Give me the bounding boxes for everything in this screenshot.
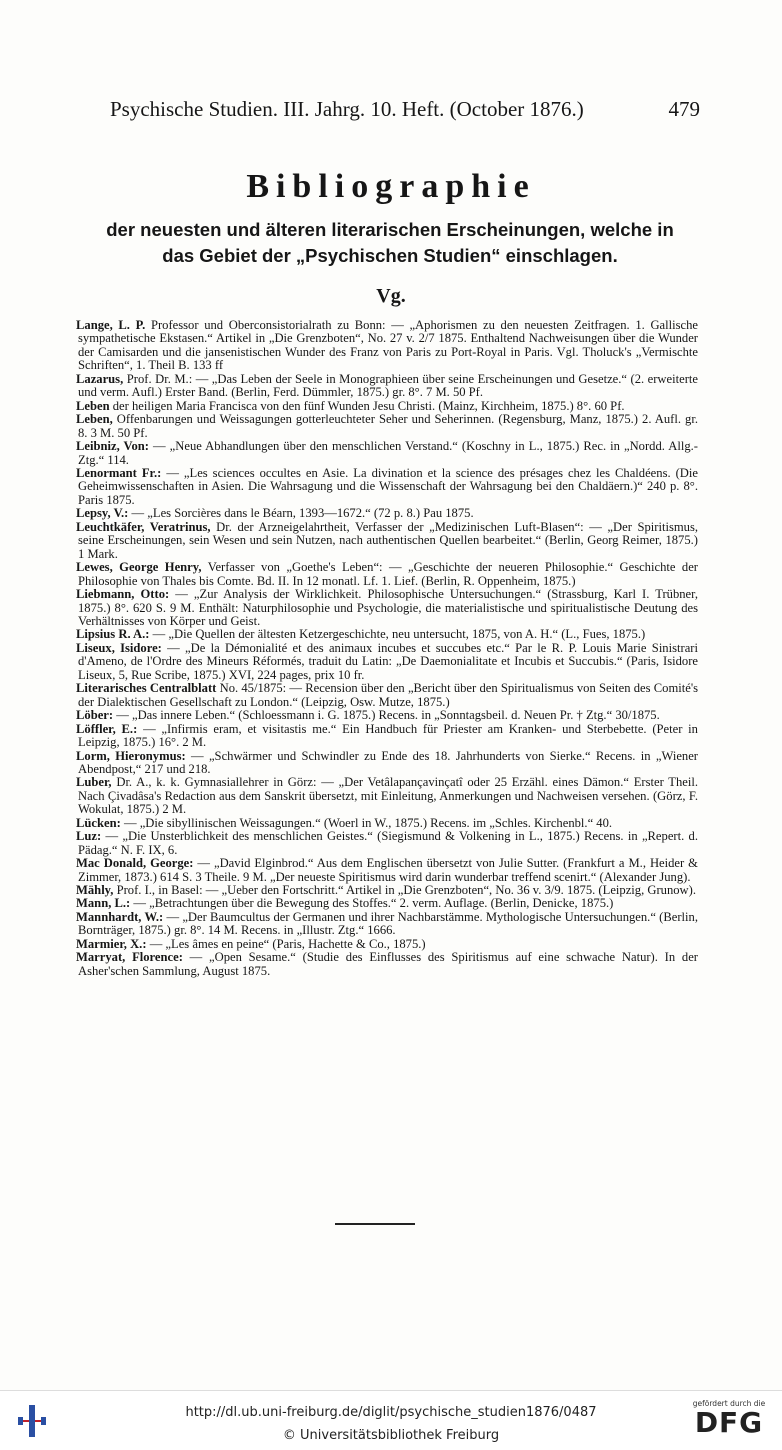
entry-author: Leben	[76, 398, 110, 413]
copyright-notice: © Universitätsbibliothek Freiburg	[282, 1428, 500, 1443]
entry-author: Lazarus,	[76, 371, 124, 386]
bibliography-entry	[78, 588, 698, 628]
entry-author: Marryat, Florence:	[76, 950, 183, 965]
dfg-logo	[688, 1399, 770, 1445]
entry-author: Marmier, X.:	[76, 936, 147, 951]
entry-text: Dr. A., k. k. Gymnasiallehrer in Görz: — „Der Vetâlapançavinçatî oder 25 Erzähl. eines Dämon.“ Erster Theil. Nach Çivadâsa's Redaction aus dem Sanskrit übersetzt, mit Einleitung, Anmerkungen und Nachweisen versehen. (Görz, F. Wokulat, 1875.) 2 M.	[78, 775, 698, 817]
section-heading: Vg.	[376, 285, 406, 307]
bibliography-entry	[78, 951, 698, 978]
entry-text: Verfasser von „Goethe's Leben“: — „Geschichte der neueren Philosophie.“ Geschichte der Philosophie von Thales bis Comte. Bd. II. In 12 monatl. Lf. 1. Lief. (Berlin, R. Oppenheim, 1875.)	[78, 560, 698, 588]
subtitle-line-1: der neuesten und älteren literarischen Erscheinungen, welche in	[106, 219, 674, 240]
entry-text: — „Les âmes en peine“ (Paris, Hachette & Co., 1875.)	[149, 936, 426, 951]
bibliography-entry	[78, 897, 698, 910]
entry-text: Prof. Dr. M.: — „Das Leben der Seele in Monographieen über seine Erscheinungen und Gesetze.“ (2. erweiterte und verm. Aufl.) Erster Band. (Berlin, Ferd. Dümmler, 1875.) gr. 8°. 7 M. 50 Pf.	[78, 371, 698, 400]
entry-text: — „Die Unsterblichkeit des menschlichen Geistes.“ (Siegismund & Volkening in L., 1875.) Recens. in „Repert. d. Pädag.“ N. F. IX, 6.	[78, 829, 698, 857]
entry-text: — „Die sibyllinischen Weissagungen.“ (Woerl in W., 1875.) Recens. im „Schles. Kirchenbl.“ 40.	[123, 815, 613, 830]
entry-text: — „Infirmis eram, et visitastis me.“ Ein Handbuch für Priester am Kranken- und Sterbebette. (Peter in Leipzig, 1875.) 16°. 2 M.	[78, 721, 698, 750]
entry-text: — „Zur Analysis der Wirklichkeit. Philosophische Untersuchungen.“ (Strassburg, Karl I. Trübner, 1875.) 8°. 620 S. 9 M. Enthält: Naturphilosophie und Psychologie, die materialistische und spiritualistische Deutung des Verhältnisses von Körper und Geist.	[78, 587, 698, 628]
entry-text: — „Schwärmer und Schwindler zu Ende des 18. Jahrhunderts von Sierke.“ Recens. in „Wiener Abendpost,“ 217 und 218.	[78, 748, 699, 776]
page-number: 479	[668, 97, 700, 121]
entry-author: Literarisches Centralblatt	[76, 681, 217, 696]
bibliography-entry	[78, 628, 698, 641]
entry-author: Mac Donald, George:	[76, 856, 194, 871]
subtitle-line-2: das Gebiet der „Psychischen Studien“ einschlagen.	[162, 245, 618, 266]
bibliography-entry	[78, 561, 698, 588]
bibliography-entry	[78, 884, 698, 897]
entry-author: Löffler, E.:	[76, 721, 138, 736]
bibliography-entry	[78, 857, 698, 884]
closing-rule	[335, 1223, 415, 1225]
entry-author: Lorm, Hieronymus:	[76, 748, 186, 763]
entry-author: Leben,	[76, 412, 113, 427]
bibliography-entry	[78, 750, 698, 777]
bibliography-entry	[78, 817, 698, 830]
entry-text: — „De la Démonialité et des animaux incubes et succubes etc.“ Par le R. P. Louis Marie Sinistrari d'Ameno, de l'Ordre des Mineurs Réformés, traduit du Latin: „De Daemonialitate et Incubis et Succubis.“ (Paris, Isidore Liseux, 5, Rue Scribe, 1875.) XVI, 224 pages, prix 10 fr.	[78, 640, 698, 682]
entry-author: Mannhardt, W.:	[76, 909, 164, 924]
bibliography-entries	[78, 319, 698, 978]
entry-text: Professor und Oberconsistorialrath zu Bonn: — „Aphorismen zu den neuesten Zeitfragen. 1. Gallische sympathetische Ekstasen.“ Artikel in „Die Grenzboten“, No. 27 v. 2/7 1875. Enthaltend Nachweisungen über die Wunder der Camisarden und die jansenistischen Wunder des Franz von Paris zu Port-Royal in Paris. Vgl. Tholuck's „Vermischte Schriften“, 1. Theil B. 133 ff	[78, 318, 698, 373]
entry-text: — „Les Sorcières dans le Béarn, 1393—1672.“ (72 p. 8.) Pau 1875.	[131, 506, 474, 521]
entry-text: Offenbarungen und Weissagungen gotterleuchteter Seher und Seherinnen. (Regensburg, Manz, 1875.) 2. Aufl. gr. 8. 3 M. 50 Pf.	[78, 412, 698, 440]
entry-author: Lenormant Fr.:	[76, 465, 162, 480]
bibliography-entry	[78, 911, 698, 938]
entry-author: Liebmann, Otto:	[76, 587, 170, 602]
bibliography-entry	[78, 400, 698, 413]
bibliography-entry	[78, 319, 698, 373]
bibliography-entry	[78, 682, 698, 709]
bibliography-entry	[78, 642, 698, 682]
viewer-footer	[0, 1390, 782, 1450]
entry-author: Leuchtkäfer, Veratrinus,	[76, 519, 211, 534]
entry-author: Lipsius R. A.:	[76, 627, 150, 642]
bibliography-title: Bibliographie	[246, 168, 536, 205]
document-url-link[interactable]: http://dl.ub.uni-freiburg.de/diglit/psychische_studien1876/0487	[185, 1405, 597, 1420]
entry-author: Mann, L.:	[76, 896, 131, 911]
entry-author: Lücken:	[76, 815, 121, 830]
entry-author: Mähly,	[76, 883, 114, 898]
bibliography-entry	[78, 467, 698, 507]
bibliography-entry	[78, 776, 698, 816]
bibliography-entry	[78, 723, 698, 750]
entry-text: — „Neue Abhandlungen über den menschlichen Verstand.“ (Koschny in L., 1875.) Rec. in „Nordd. Allg.-Ztg.“ 114.	[78, 439, 698, 467]
bibliography-entry	[78, 440, 698, 467]
entry-author: Lewes, George Henry,	[76, 560, 202, 575]
bibliography-entry	[78, 413, 698, 440]
bibliography-entry	[78, 507, 698, 520]
bibliography-entry	[78, 938, 698, 951]
entry-text: der heiligen Maria Francisca von den fünf Wunden Jesu Christi. (Mainz, Kirchheim, 1875.) 8°. 60 Pf.	[112, 398, 625, 413]
entry-text: — „Les sciences occultes en Asie. La divination et la science des présages chez les Chaldéens. (Die Geheimwissenschaften in Asien. Die Wahrsagung und die Wissenschaft der Wahrsagung bei den Chaldäern.)“ 240 p. 8°. Paris 1875.	[78, 465, 698, 507]
bibliography-entry	[78, 373, 698, 400]
entry-text: — „David Elginbrod.“ Aus dem Englischen übersetzt von Julie Sutter. (Frankfurt a M., Heider & Zimmer, 1873.) 614 S. 3 Theile. 9 M. „Der neueste Spiritismus wird darin wunderbar treffend scenirt.“ (Alexander Jung).	[78, 856, 698, 884]
dfg-caption: gefördert durch die	[692, 1399, 766, 1408]
running-title: Psychische Studien. III. Jahrg. 10. Heft. (October 1876.)	[110, 97, 584, 121]
entry-text: No. 45/1875: — Recension über den „Bericht über den Spiritualismus von Seiten des Comité's der Dialektischen Gesellschaft zu London.“ (Leipzig, Osw. Mutze, 1875.)	[78, 681, 699, 709]
running-header	[110, 97, 700, 127]
entry-text: Dr. der Arzneigelahrtheit, Verfasser der „Medizinischen Luft-Blasen“: — „Der Spiritismus, seine Erscheinungen, sein Wesen und sein Nutzen, nach authentischen Quellen bearbeitet.“ (Berlin, Georg Reimer, 1875.) 1 Mark.	[78, 519, 698, 561]
entry-text: — „Das innere Leben.“ (Schloessmann i. G. 1875.) Recens. in „Sonntagsbeil. d. Neuen Pr. † Ztg.“ 30/1875.	[116, 708, 660, 723]
entry-author: Löber:	[76, 708, 114, 723]
entry-author: Liseux, Isidore:	[76, 640, 162, 655]
entry-author: Lange, L. P.	[76, 318, 146, 332]
entry-text: Prof. I., in Basel: — „Ueber den Fortschritt.“ Artikel in „Die Grenzboten“, No. 36 v. 3/9. 1875. (Leipzig, Grunow).	[116, 883, 696, 898]
dfg-logo-text: DFG	[694, 1406, 764, 1439]
entry-author: Luber,	[76, 775, 112, 790]
entry-text: — „Betrachtungen über die Bewegung des Stoffes.“ 2. verm. Auflage. (Berlin, Denicke, 1875.)	[133, 896, 614, 911]
entry-text: — „Open Sesame.“ (Studie des Einflusses des Spiritismus auf eine schwache Natur). In der Asher'schen Sammlung, August 1875.	[78, 950, 699, 978]
bibliography-entry	[78, 521, 698, 561]
bibliography-entry	[78, 709, 698, 722]
entry-author: Leibniz, Von:	[76, 439, 149, 454]
bibliography-entry	[78, 830, 698, 857]
entry-author: Luz:	[76, 829, 102, 844]
entry-text: — „Der Baumcultus der Germanen und ihrer Nachbarstämme. Mythologische Untersuchungen.“ (Berlin, Bornträger, 1875.) gr. 8°. 14 M. Recens. in „Illustr. Ztg.“ 1666.	[78, 909, 698, 938]
entry-author: Lepsy, V.:	[76, 506, 129, 521]
entry-text: — „Die Quellen der ältesten Ketzergeschichte, neu untersucht, 1875, von A. H.“ (L., Fues, 1875.)	[152, 627, 646, 642]
